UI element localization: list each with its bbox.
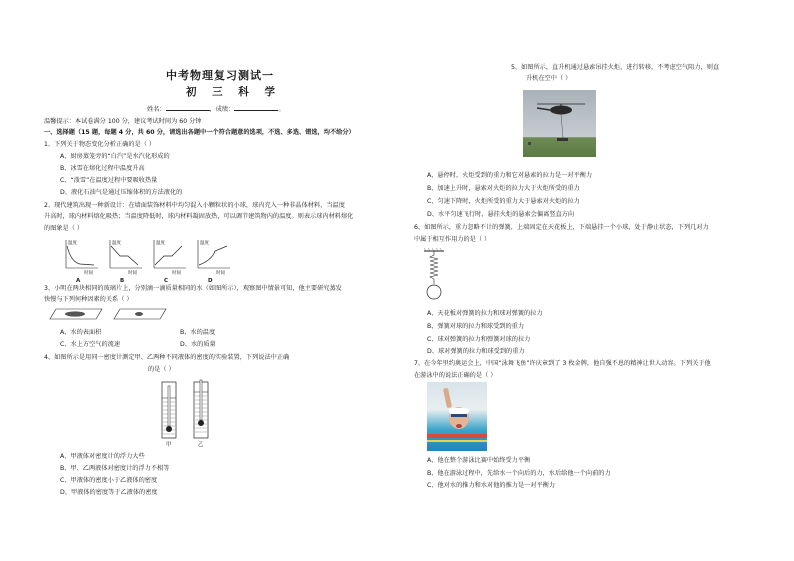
exam-tip: 温馨提示：本试卷满分 100 分，建议考试时间为 60 分钟 <box>44 118 202 125</box>
graph-d-xlabel: 时间 <box>216 271 225 276</box>
graph-a-xlabel: 时间 <box>84 271 93 276</box>
name-line: 姓名： ，成绩： 。 <box>147 106 285 113</box>
graph-b-label: B <box>120 278 125 284</box>
glass-slides-figure <box>48 307 168 323</box>
q2-graphs <box>62 238 242 284</box>
section-heading: 一、选择题（15 题，每题 4 分，共 60 分，请选出各题中一个符合题意的选项，不选、多选、错选，均不给分） <box>44 129 355 136</box>
q7-option-a: A、他在整个游泳比赛中始终受力平衡 <box>427 457 531 464</box>
name-label: 姓名： <box>147 106 166 113</box>
swimmer-illustration <box>427 382 487 451</box>
label-yi: 乙 <box>198 442 204 448</box>
q6-option-b: B、弹簧对球的拉力和球受到的重力 <box>427 323 525 330</box>
q1-option-b: B、冰雪在熔化过程中温度升高 <box>60 165 145 172</box>
q6-line-2: 中属于相互作用力的是（ ） <box>414 236 491 243</box>
q3-option-d: D、水的质量 <box>180 341 216 348</box>
q6-option-d: D、球对弹簧的拉力和球受到的重力 <box>427 348 525 355</box>
q4-line-1: 4、如图所示是用同一密度计测定甲、乙两种不同液体的密度的实验装置，下列说法中正确 <box>44 354 290 361</box>
q1-option-a: A、厨房蒸笼旁的“白汽”是水汽化形成的 <box>60 153 170 160</box>
q7-line-2: 在游泳中的说法正确的是（ ） <box>414 372 497 379</box>
q4-option-c: C、甲液体的密度小于乙液体的密度 <box>60 477 158 484</box>
page-title: 中考物理复习测试一 <box>166 69 274 82</box>
graph-d-ylabel: 温度 <box>200 241 209 246</box>
q5-option-c: C、匀速下降时，火炬所受的重力大于悬索对火炬的拉力 <box>427 198 580 205</box>
name-field[interactable] <box>166 104 210 111</box>
graph-b <box>110 239 142 284</box>
q1-stem: 1、下列关于物态变化分析正确的是（ ） <box>44 141 156 148</box>
q4-option-a: A、甲液体对密度计的浮力大些 <box>60 453 145 460</box>
q6-option-c: C、球对弹簧的拉力和弹簧对球的拉力 <box>427 336 531 343</box>
q2-line-2: 升高时，球内材料熔化吸热；当温度降低时，球内材料凝固放热，可以调节建筑物内的温度。则表示球内材料熔化 <box>44 213 354 220</box>
graph-b-ylabel: 温度 <box>112 241 121 246</box>
q3-line-1: 3、小明在两块相同的玻璃片上，分别滴一滴质量相同的水（如图所示），观察图中情景可知，他主要研究蒸发 <box>44 285 342 292</box>
spring-ball-figure <box>420 248 450 304</box>
q2-line-3: 的图象是（ ） <box>44 225 84 232</box>
q3-line-2: 快慢与下列何种因素的关系（ ） <box>44 296 133 303</box>
graph-c-label: C <box>164 278 169 284</box>
graph-a-ylabel: 温度 <box>68 241 77 246</box>
q3-option-b: B、水的温度 <box>180 329 216 336</box>
graph-c-xlabel: 时间 <box>172 271 181 276</box>
graph-b-xlabel: 时间 <box>128 271 137 276</box>
q5-option-b: B、加速上升时，悬索对火炬的拉力大于火炬所受的重力 <box>427 185 580 192</box>
q4-line-2: 的是（ ） <box>148 366 175 373</box>
q4-option-d: D、甲液体的密度等于乙液体的密度 <box>60 489 158 496</box>
q1-option-c: C、“泼雪”在温度过程中要吸收热量 <box>60 177 158 184</box>
score-field[interactable] <box>234 104 278 111</box>
graph-d-label: D <box>208 278 213 284</box>
water-drop-small <box>135 312 143 316</box>
hydrometer-figure <box>160 378 220 448</box>
spring <box>430 251 438 284</box>
ball <box>427 285 441 299</box>
page-subtitle: 初 三 科 学 <box>186 86 281 98</box>
q6-line-1: 6、如图所示，重力忽略不计的弹簧，上端固定在天花板上，下端悬挂一个小球，处于静止状态，下列几对力 <box>414 224 709 231</box>
graph-a-label: A <box>76 278 81 284</box>
graph-d <box>198 239 230 284</box>
label-jia: 甲 <box>166 442 172 448</box>
water-drop-large <box>65 311 85 316</box>
q5-option-d: D、水平匀速飞行时，悬挂火炬的悬索会偏离竖直方向 <box>427 211 575 218</box>
cylinder-yi <box>194 380 208 438</box>
q5-option-a: A、悬停时，火炬受到的重力和它对悬索的拉力是一对平衡力 <box>427 172 593 179</box>
swimmer-photo <box>427 382 487 451</box>
q5-line-1: 5、如图所示，直升机通过悬索吊挂火炬，进行转移，不考虑空气阻力，则直 <box>511 64 720 71</box>
q7-option-c: C、他对水的推力和水对他的推力是一对平衡力 <box>427 482 556 489</box>
q5-line-2: 升机在空中（ ） <box>526 75 572 82</box>
q1-option-d: D、液化石油气是通过压缩体积的方法液化的 <box>60 189 183 196</box>
q3-option-a: A、水的表面积 <box>60 329 102 336</box>
helicopter-illustration <box>523 90 596 157</box>
graph-a <box>66 239 98 284</box>
q7-option-b: B、他在游泳过程中，先给水一个向后的力，水后给他一个向前的力 <box>427 470 611 477</box>
q4-option-b: B、甲、乙两液体对密度计的浮力不相等 <box>60 465 170 472</box>
cylinder-jia <box>162 382 176 438</box>
q6-option-a: A、天花板对弹簧的拉力和球对弹簧的拉力 <box>427 310 543 317</box>
q7-line-1: 7、在今年里约奥运会上，中国“泳舞飞鱼”许庆章到了 3 枚金牌，他自强不息的精神让世人动容。下列关于他 <box>414 360 711 367</box>
graph-c <box>154 239 186 284</box>
helicopter-photo <box>523 90 596 157</box>
q3-option-c: C、水上方空气的流速 <box>60 341 121 348</box>
q2-line-1: 2、现代建筑出现一种新设计：在墙面装饰材料中均匀混入小颗粒状的小球，球内充入一种非晶体材料，当温度 <box>44 202 345 209</box>
score-label: ，成绩： <box>209 106 235 113</box>
graph-c-ylabel: 温度 <box>156 241 165 246</box>
